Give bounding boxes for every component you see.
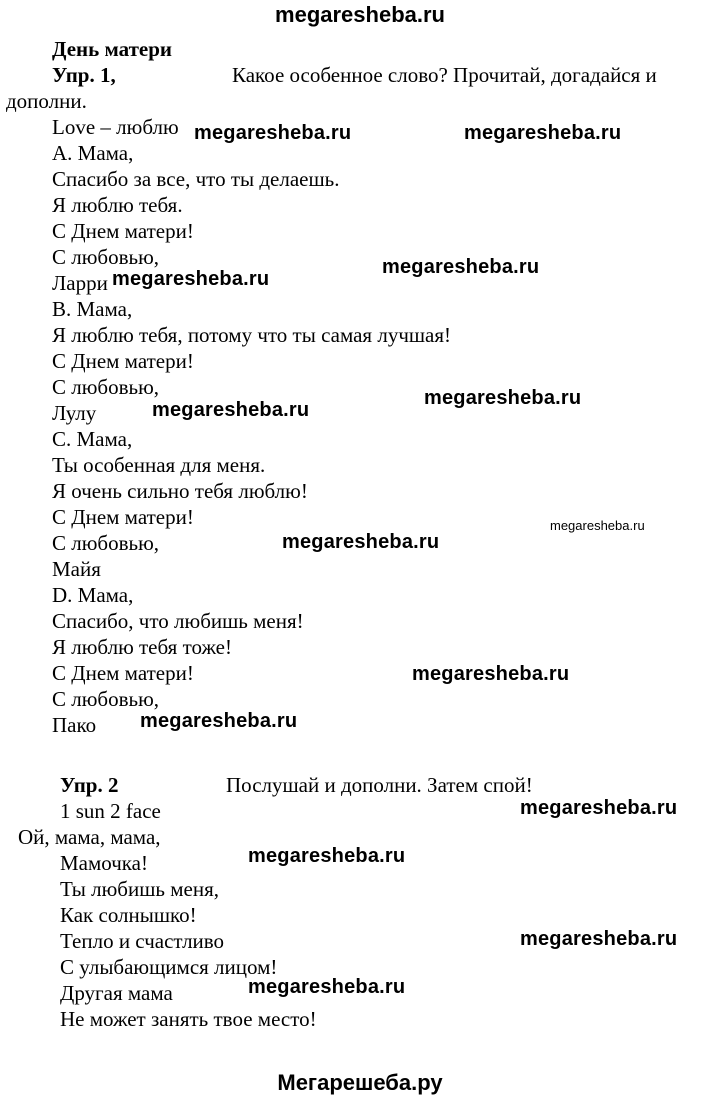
- text-line: С любовью,: [52, 687, 160, 711]
- watermark: megaresheba.ru: [248, 845, 406, 867]
- text-line: A. Мама,: [52, 141, 134, 165]
- text-line: С Днем матери!: [52, 505, 194, 529]
- watermark: megaresheba.ru: [282, 531, 440, 553]
- watermark-small: megaresheba.ru: [550, 518, 645, 533]
- watermark: megaresheba.ru: [412, 663, 570, 685]
- text-line: Лулу: [52, 401, 97, 425]
- text-line: Спасибо за все, что ты делаешь.: [52, 167, 340, 191]
- text-line: Ларри: [52, 271, 108, 295]
- song-line: Тепло и счастливо: [60, 929, 225, 953]
- section-title: День матери: [52, 37, 173, 61]
- watermark: megaresheba.ru: [152, 399, 310, 421]
- text-line: D. Мама,: [52, 583, 134, 607]
- text-line: Я очень сильно тебя люблю!: [52, 479, 308, 503]
- text-line: С любовью,: [52, 245, 160, 269]
- song-line: Ты любишь меня,: [60, 877, 219, 901]
- watermark: megaresheba.ru: [112, 268, 270, 290]
- text-line: С любовью,: [52, 531, 160, 555]
- text-line: Ты особенная для меня.: [52, 453, 266, 477]
- song-line: Мамочка!: [60, 851, 148, 875]
- text-line: С Днем матери!: [52, 661, 194, 685]
- watermark: megaresheba.ru: [194, 122, 352, 144]
- watermark: megaresheba.ru: [382, 256, 540, 278]
- song-first-line: Ой, мама, мама,: [18, 825, 161, 849]
- watermark: megaresheba.ru: [464, 122, 622, 144]
- text-line: Я люблю тебя.: [52, 193, 183, 217]
- text-line: С любовью,: [52, 375, 160, 399]
- text-line: Спасибо, что любишь меня!: [52, 609, 304, 633]
- text-line: Я люблю тебя, потому что ты самая лучшая!: [52, 323, 452, 347]
- exercise-1-instruction-cont: дополни.: [6, 89, 87, 113]
- site-footer: Мегарешеба.ру: [277, 1070, 443, 1095]
- exercise-1-label: Упр. 1,: [52, 63, 116, 87]
- exercise-2-label: Упр. 2: [60, 773, 119, 797]
- watermark: megaresheba.ru: [140, 710, 298, 732]
- text-line: Я люблю тебя тоже!: [52, 635, 232, 659]
- song-line: С улыбающимся лицом!: [60, 955, 278, 979]
- exercise-2-instruction: Послушай и дополни. Затем спой!: [226, 773, 533, 797]
- watermark: megaresheba.ru: [520, 928, 678, 950]
- text-line: B. Мама,: [52, 297, 133, 321]
- watermark: megaresheba.ru: [424, 387, 582, 409]
- song-line: Как солнышко!: [60, 903, 197, 927]
- site-header: megaresheba.ru: [275, 2, 445, 27]
- text-line: С Днем матери!: [52, 349, 194, 373]
- text-line: C. Мама,: [52, 427, 133, 451]
- exercise-1-instruction: Какое особенное слово? Прочитай, догадайся и: [232, 63, 657, 87]
- text-line: Майя: [52, 557, 101, 581]
- text-line: Пако: [52, 713, 97, 737]
- song-line: Не может занять твое место!: [60, 1007, 317, 1031]
- song-line: Другая мама: [60, 981, 173, 1005]
- exercise-2-answers: 1 sun 2 face: [60, 799, 161, 823]
- text-line: Love – люблю: [52, 115, 179, 139]
- watermark: megaresheba.ru: [520, 797, 678, 819]
- text-line: С Днем матери!: [52, 219, 194, 243]
- watermark: megaresheba.ru: [248, 976, 406, 998]
